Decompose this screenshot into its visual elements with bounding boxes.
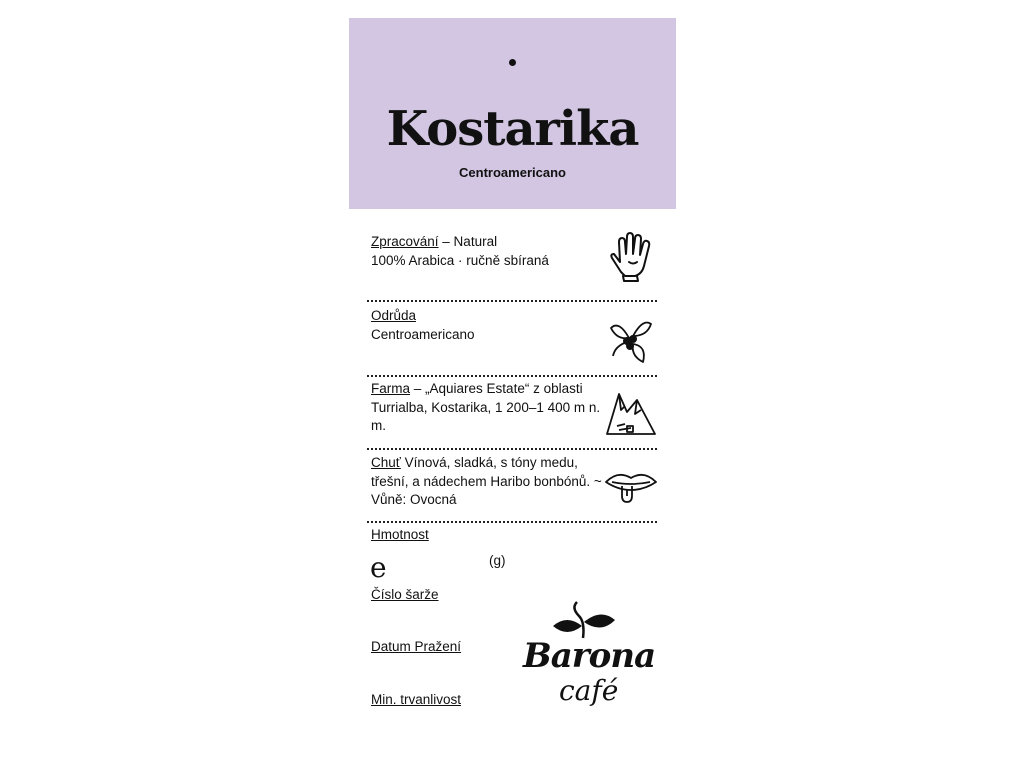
page-subtitle: Centroamericano bbox=[459, 165, 566, 180]
processing-row bbox=[371, 233, 611, 270]
barona-cafe-logo bbox=[519, 598, 669, 718]
lips-tongue-icon bbox=[604, 468, 658, 504]
divider bbox=[367, 375, 657, 377]
logo-name: Barona bbox=[523, 636, 656, 676]
processing-text: – Natural bbox=[438, 234, 498, 249]
taste-text: Vínová, sladká, s tóny medu, třešní, a nádechem Haribo bonbónů. ~ Vůně: Ovocná bbox=[371, 455, 602, 507]
hand-icon bbox=[607, 232, 657, 284]
estimated-sign: e bbox=[370, 551, 387, 584]
best-before-label: Min. trvanlivost bbox=[371, 692, 462, 707]
farm-label: Farma bbox=[371, 381, 411, 396]
taste-row bbox=[371, 454, 603, 510]
coffee-label bbox=[349, 18, 676, 758]
farm-row bbox=[371, 380, 603, 436]
batch-label: Číslo šarže bbox=[371, 587, 439, 602]
variety-label: Odrůda bbox=[371, 308, 417, 323]
taste-label: Chuť bbox=[371, 455, 401, 470]
divider bbox=[367, 521, 657, 523]
weight-label: Hmotnost bbox=[371, 527, 429, 542]
processing-label: Zpracování bbox=[371, 234, 439, 249]
header-dot bbox=[509, 59, 516, 66]
roast-date-label: Datum Pražení bbox=[371, 639, 462, 654]
label-header bbox=[349, 18, 676, 209]
divider bbox=[367, 300, 657, 302]
processing-text2: 100% Arabica · ručně sbíraná bbox=[371, 252, 549, 268]
variety-row bbox=[371, 307, 611, 344]
farm-text: – „Aquiares Estate“ z oblasti Turrialba, Kostarika, 1 200–1 400 m n. m. bbox=[371, 381, 601, 433]
variety-text2: Centroamericano bbox=[371, 326, 475, 342]
page-title: Kostarika bbox=[386, 101, 639, 157]
coffee-cherry-branch-icon bbox=[607, 316, 655, 364]
mountains-icon bbox=[605, 390, 657, 436]
logo-sub: café bbox=[559, 674, 619, 707]
weight-unit: (g) bbox=[489, 553, 506, 568]
divider bbox=[367, 448, 657, 450]
